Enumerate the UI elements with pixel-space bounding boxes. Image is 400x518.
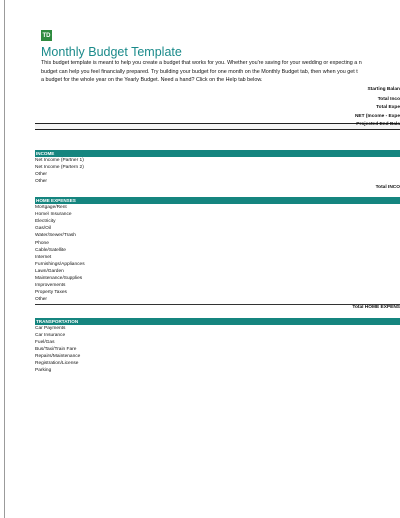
- home-expense-row[interactable]: Other: [35, 297, 47, 302]
- projected-end-balance-label: Projected End Bala: [356, 122, 400, 127]
- home-expense-row[interactable]: Cable/Satellite: [35, 248, 66, 253]
- home-expense-row[interactable]: Gas/Oil: [35, 226, 51, 231]
- transportation-row[interactable]: Repairs/Maintenance: [35, 354, 81, 359]
- total-expenses-label: Total Expe: [376, 105, 400, 110]
- intro-line: This budget template is meant to help you create a budget that works for you. Whether you're saving for your wedding or expecting a n: [41, 60, 362, 66]
- starting-balance-label: Starting Balan: [367, 87, 400, 92]
- home-expense-row[interactable]: Property Taxes: [35, 290, 67, 295]
- income-section-header: INCOME: [35, 150, 400, 157]
- home-expense-row[interactable]: Water/Sewer/Trash: [35, 233, 76, 238]
- income-row[interactable]: Other: [35, 172, 47, 177]
- page-border: [4, 0, 5, 518]
- home-total-rule: [35, 304, 400, 305]
- total-income-label: Total Inco: [377, 97, 400, 102]
- income-row[interactable]: Net Income (Partern 2): [35, 165, 84, 170]
- home-expense-row[interactable]: Furnishings/Appliances: [35, 262, 85, 267]
- home-expense-row[interactable]: Phone: [35, 241, 49, 246]
- home-expense-row[interactable]: Electricity: [35, 219, 56, 224]
- home-expense-row[interactable]: Home\ Insurance: [35, 212, 72, 217]
- intro-line: a budget for the whole year on the Yearly Budget. Need a hand? Click on the Help tab below.: [41, 77, 263, 83]
- page-title: Monthly Budget Template: [41, 45, 182, 59]
- home-expense-row[interactable]: Lawn/Garden: [35, 269, 64, 274]
- transportation-section-header: TRANSPORTATION: [35, 318, 400, 325]
- transportation-row[interactable]: Registration/License: [35, 361, 79, 366]
- income-total-label: Total INCO: [375, 185, 400, 190]
- transportation-row[interactable]: Car Insurance: [35, 333, 66, 338]
- net-row-box: [35, 123, 400, 130]
- intro-text: [41, 59, 400, 85]
- income-row[interactable]: Net Income (Partner 1): [35, 158, 84, 163]
- income-row[interactable]: Other: [35, 179, 47, 184]
- td-logo: TD: [41, 30, 52, 41]
- home-expense-row[interactable]: Mortgage/Rent: [35, 205, 67, 210]
- home-expense-row[interactable]: Maintenance/Supplies: [35, 276, 83, 281]
- transportation-row[interactable]: Bus/Taxi/Train Fare: [35, 347, 77, 352]
- transportation-row[interactable]: Car Payments: [35, 326, 66, 331]
- home-expenses-section-header: HOME EXPENSES: [35, 197, 400, 204]
- intro-line: budget can help you feel financially prepared. Try building your budget for one month on the Monthly Budget tab, then when you get t: [41, 68, 358, 75]
- net-label: NET (Income - Expe: [354, 114, 400, 119]
- home-expenses-total-label: Total HOME EXPENS: [352, 305, 400, 310]
- transportation-row[interactable]: Fuel/Gas: [35, 340, 55, 345]
- home-expense-row[interactable]: Improvements: [35, 283, 66, 288]
- transportation-row[interactable]: Parking: [35, 368, 52, 373]
- home-expense-row[interactable]: Internet: [35, 255, 52, 260]
